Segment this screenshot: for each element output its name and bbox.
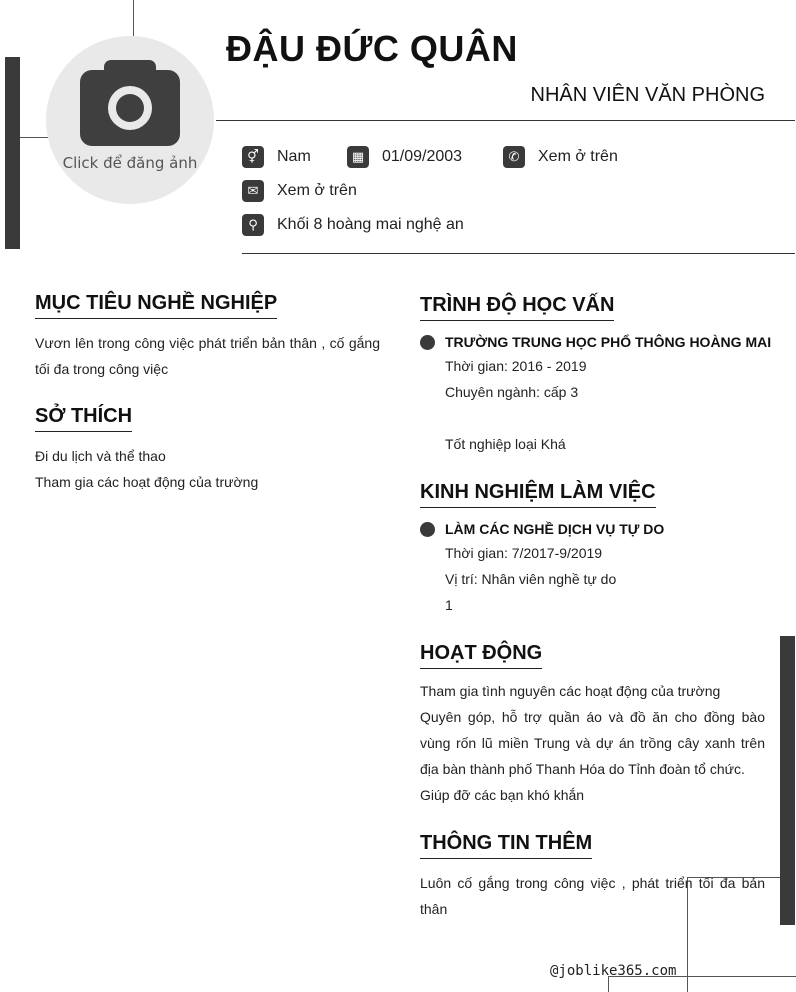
education-details[interactable] [445,353,765,457]
school-name[interactable]: TRƯỜNG TRUNG HỌC PHỔ THÔNG HOÀNG MAI [445,334,772,350]
section-title: TRÌNH ĐỘ HỌC VẤN [420,294,614,321]
right-accent-bar [780,636,795,925]
hobbies-section [35,405,132,432]
activity-item: Quyên góp, hỗ trợ quần áo và đồ ăn cho đồng bào vùng rốn lũ miền Trung và dự án trồng cây xanh trên địa bàn thành phố Thanh Hóa do Tỉnh đoàn tổ chức. [420,709,765,777]
bullet-icon [420,335,435,350]
education-result: Tốt nghiệp loại Khá [445,436,566,452]
contact-phone[interactable] [503,146,618,168]
candidate-name[interactable]: ĐẬU ĐỨC QUÂN [226,28,518,69]
experience-note: 1 [445,597,453,613]
contact-birthday[interactable] [347,146,462,168]
education-section [420,294,614,321]
extra-section [420,832,592,859]
gender-icon: ⚥ [242,146,264,168]
location-pin-icon: ⚲ [242,214,264,236]
email-value: Xem ở trên [277,182,357,199]
phone-icon: ✆ [503,146,525,168]
hobbies-list[interactable] [35,443,380,495]
phone-value: Xem ở trên [538,148,618,165]
job-position[interactable]: NHÂN VIÊN VĂN PHÒNG [530,84,765,106]
activity-item: Tham gia tình nguyên các hoạt động của trường [420,683,721,699]
section-title: SỞ THÍCH [35,405,132,432]
decor-line [133,0,134,36]
contact-address[interactable] [242,214,464,236]
experience-section [420,481,656,508]
hobby-item: Tham gia các hoạt động của trường [35,474,259,490]
header-divider [216,120,795,121]
section-title: HOẠT ĐỘNG [420,642,542,669]
avatar-upload-label: Click để đăng ảnh [62,154,198,172]
contact-email[interactable] [242,180,357,202]
address-value: Khối 8 hoàng mai nghệ an [277,216,464,233]
hobby-item: Đi du lịch và thể thao [35,448,166,464]
activity-item: Giúp đỡ các bạn khó khắn [420,787,585,803]
section-title: MỤC TIÊU NGHỀ NGHIỆP [35,292,277,319]
experience-time: Thời gian: 7/2017-9/2019 [445,545,603,561]
experience-details[interactable] [445,540,765,618]
activities-list[interactable] [420,678,765,808]
education-time: Thời gian: 2016 - 2019 [445,358,587,374]
objective-text[interactable]: Vươn lên trong công việc phát triển bản thân , cố gắng tối đa trong công việc [35,335,380,377]
watermark: @joblike365.com [550,963,677,979]
objective-section [35,292,277,319]
bullet-icon [420,522,435,537]
calendar-icon: ▦ [347,146,369,168]
experience-role: Vị trí: Nhân viên nghề tự do [445,571,617,587]
section-title: KINH NGHIỆM LÀM VIỆC [420,481,656,508]
birthday-value: 01/09/2003 [382,148,463,165]
left-accent-bar [5,57,20,249]
contact-gender[interactable] [242,146,311,168]
contact-divider [242,253,795,254]
spacer [445,405,765,431]
decor-line [20,137,48,138]
education-major: Chuyên ngành: cấp 3 [445,384,579,400]
avatar-upload[interactable] [46,36,214,204]
section-title: THÔNG TIN THÊM [420,832,592,859]
gender-value: Nam [277,148,311,165]
mail-icon: ✉ [242,180,264,202]
activities-section [420,642,542,669]
company-name[interactable]: LÀM CÁC NGHỀ DỊCH VỤ TỰ DO [445,521,665,537]
extra-text[interactable]: Luôn cố gắng trong công việc , phát triển tối đa bản thân [420,875,765,917]
